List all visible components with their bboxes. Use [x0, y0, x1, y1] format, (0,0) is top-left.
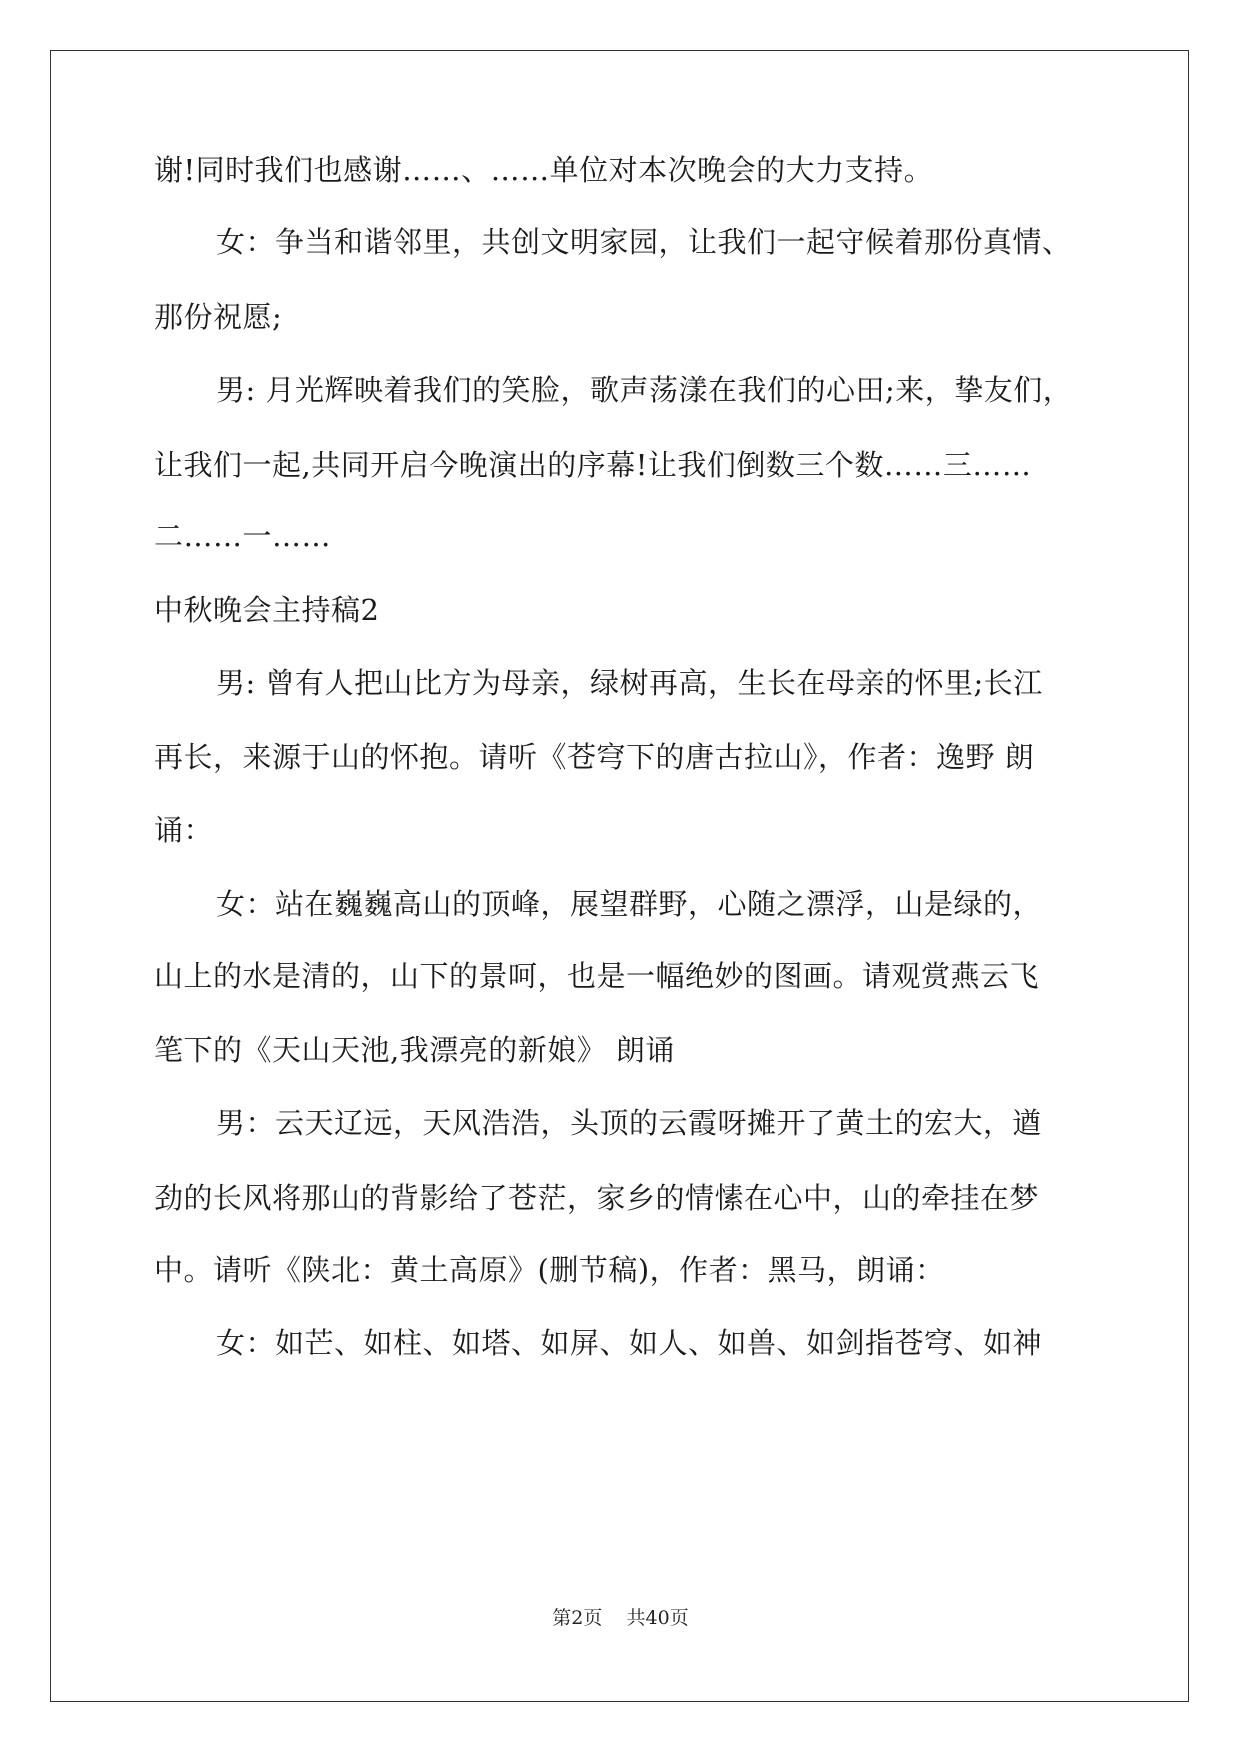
text-line: 中。请听《陕北：黄土高原》(删节稿)，作者：黑马，朗诵： [154, 1253, 945, 1287]
text-line: 再长，来源于山的怀抱。请听《苍穹下的唐古拉山》，作者：逸野 朗 [154, 740, 1035, 774]
page-number: 第2页 共40页 [552, 1607, 689, 1629]
text-line: 二……一…… [154, 519, 332, 553]
text-line: 女：如芒、如柱、如塔、如屏、如人、如兽、如剑指苍穹、如神 [216, 1326, 1043, 1360]
text-line: 那份祝愿; [154, 300, 283, 334]
section-heading: 中秋晚会主持稿2 [154, 593, 380, 627]
text-line: 诵： [154, 813, 214, 847]
text-line: 女：站在巍巍高山的顶峰，展望群野，心随之漂浮，山是绿的， [216, 887, 1043, 921]
text-line: 男：云天辽远，天风浩浩，头顶的云霞呀摊开了黄土的宏大，遒 [216, 1106, 1043, 1140]
text-line: 让我们一起,共同开启今晚演出的序幕!让我们倒数三个数……三…… [154, 448, 1032, 482]
text-line: 笔下的《天山天池,我漂亮的新娘》 朗诵 [154, 1033, 675, 1067]
text-line: 女：争当和谐邻里，共创文明家园，让我们一起守候着那份真情、 [216, 225, 1072, 259]
text-line: 劲的长风将那山的背影给了苍茫，家乡的情愫在心中，山的牵挂在梦 [154, 1181, 1040, 1215]
text-line: 男: 曾有人把山比方为母亲，绿树再高，生长在母亲的怀里;长江 [216, 666, 1043, 700]
text-line: 谢!同时我们也感谢……、……单位对本次晚会的大力支持。 [154, 153, 934, 187]
text-line: 男: 月光辉映着我们的笑脸，歌声荡漾在我们的心田;来，挚友们， [216, 373, 1073, 407]
text-line: 山上的水是清的，山下的景呵，也是一幅绝妙的图画。请观赏燕云飞 [154, 959, 1040, 993]
page-footer [0, 1606, 1241, 1630]
